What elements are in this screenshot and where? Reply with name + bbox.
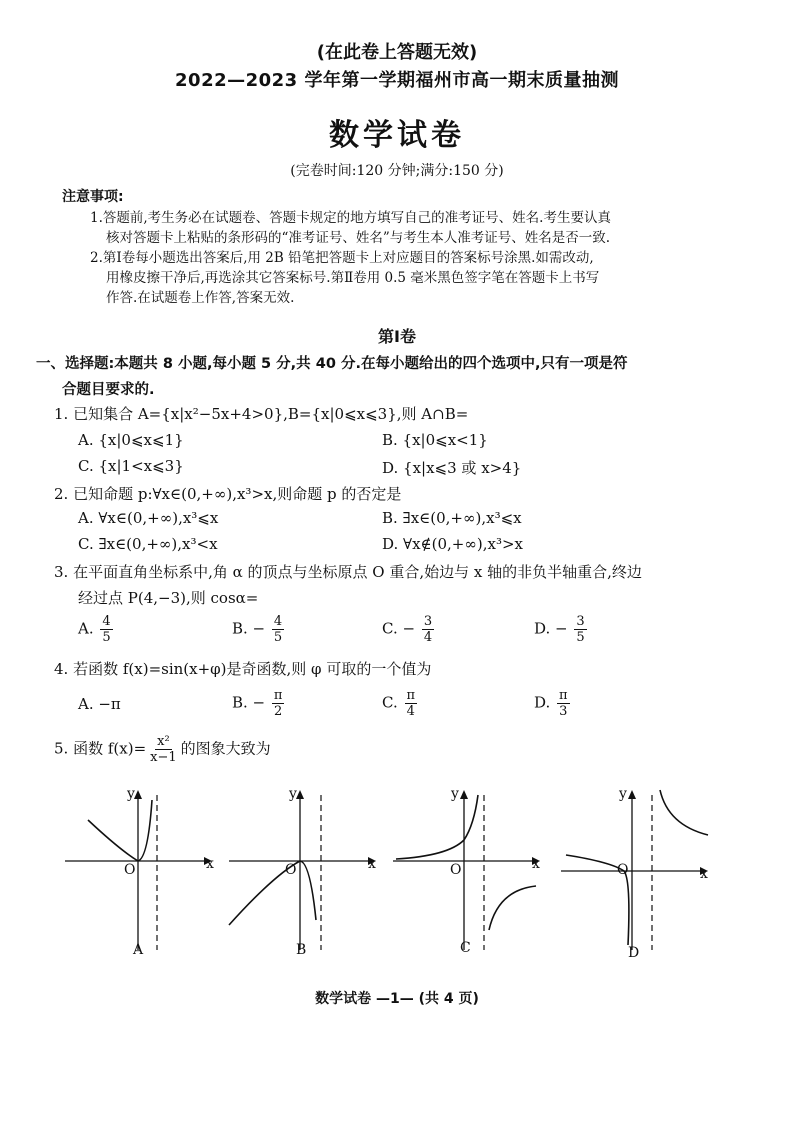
q5-stem-suffix: 的图象大致为: [180, 739, 271, 758]
q3-b-fraction: [272, 614, 284, 645]
q3-option-b: [232, 614, 286, 645]
graph-c-label: C: [460, 940, 471, 956]
graph-d-y-label: y: [619, 786, 627, 802]
q5-stem: [54, 734, 271, 765]
page-footer: 数学试卷 —1— (共 4 页): [315, 991, 479, 1007]
q3-b-prefix: B. −: [232, 619, 266, 638]
q3-c-num: 3: [423, 614, 433, 629]
q3-d-fraction: [574, 614, 586, 645]
graph-c-y-label: y: [451, 786, 459, 802]
q4-d-fraction: [557, 688, 570, 719]
q4-c-den: 4: [406, 704, 415, 719]
graph-a-label: A: [133, 942, 144, 958]
q4-d-num: π: [559, 688, 568, 703]
q3-option-d: [534, 614, 589, 645]
q4-b-num: π: [273, 688, 283, 703]
q2-option-b: B. ∃x∈(0,+∞),x³⩽x: [382, 509, 522, 527]
graph-a-y-label: y: [127, 786, 135, 802]
q5-graph-d: [556, 780, 716, 970]
q4-b-den: 2: [274, 704, 283, 719]
notice-item2-line2: 用橡皮擦干净后,再选涂其它答案标号.第Ⅱ卷用 0.5 毫米黑色签字笔在答题卡上书写: [106, 270, 600, 286]
q1-option-b: B. {x|0⩽x<1}: [382, 431, 488, 449]
q4-b-prefix: B. −: [232, 693, 266, 712]
graph-c-origin-label: O: [450, 862, 462, 878]
graph-a-x-label: x: [206, 856, 214, 872]
section-intro-line1: 一、选择题:本题共 8 小题,每小题 5 分,共 40 分.在每小题给出的四个选项中,只有一项是符: [36, 356, 628, 372]
notice-item2-line3: 作答.在试题卷上作答,答案无效.: [106, 290, 295, 306]
graph-c-x-label: x: [532, 856, 540, 872]
q4-option-c: [382, 688, 419, 719]
q1-option-c: C. {x|1<x⩽3}: [78, 457, 184, 475]
exam-title: 2022—2023 学年第一学期福州市高一期末质量抽测: [175, 70, 619, 91]
graph-b-y-label: y: [289, 786, 297, 802]
q4-b-fraction: [272, 688, 285, 719]
q1-stem: 1. 已知集合 A={x|x²−5x+4>0},B={x|0⩽x⩽3},则 A∩B=: [54, 405, 469, 423]
q3-b-num: 4: [273, 614, 283, 629]
q3-c-den: 4: [423, 630, 433, 645]
section-intro-line2: 合题目要求的.: [62, 382, 155, 398]
q3-a-den: 5: [102, 630, 111, 645]
q5-den: x−1: [150, 750, 177, 765]
q4-stem: 4. 若函数 f(x)=sin(x+φ)是奇函数,则 φ 可取的一个值为: [54, 660, 432, 678]
q3-a-fraction: [100, 614, 112, 645]
q3-d-prefix: D. −: [534, 619, 568, 638]
q3-stem-line1: 3. 在平面直角坐标系中,角 α 的顶点与坐标原点 O 重合,始边与 x 轴的非负半轴重合,终边: [54, 563, 642, 581]
q3-c-prefix: C. −: [382, 619, 416, 638]
graph-b-origin-label: O: [285, 862, 297, 878]
q5-stem-prefix: 5. 函数 f(x)=: [54, 739, 147, 758]
q3-d-den: 5: [576, 630, 585, 645]
time-score-note: (完卷时间:120 分钟;满分:150 分): [290, 163, 504, 179]
q4-c-num: π: [406, 688, 416, 703]
graph-b-x-label: x: [368, 856, 376, 872]
graph-d-origin-label: O: [617, 862, 629, 878]
graph-d-label: D: [628, 945, 640, 961]
q1-option-a: A. {x|0⩽x⩽1}: [78, 431, 184, 449]
graph-a-origin-label: O: [124, 862, 136, 878]
q3-option-a: [78, 614, 115, 645]
notice-item2-line1: 2.第Ⅰ卷每小题选出答案后,用 2B 铅笔把答题卡上对应题目的答案标号涂黑.如需改动,: [90, 250, 594, 266]
q4-option-b: [232, 688, 286, 719]
q5-fraction: [148, 734, 179, 765]
q3-a-num: 4: [102, 614, 111, 629]
q3-stem-line2: 经过点 P(4,−3),则 cosα=: [78, 589, 259, 607]
q2-option-c: C. ∃x∈(0,+∞),x³<x: [78, 535, 218, 553]
notice-item1-line1: 1.答题前,考生务必在试题卷、答题卡规定的地方填写自己的准考证号、姓名.考生要认真: [90, 210, 611, 226]
q4-c-fraction: [405, 688, 418, 719]
q3-c-fraction: [422, 614, 434, 645]
q4-d-den: 3: [559, 704, 568, 719]
q1-option-d: D. {x|x⩽3 或 x>4}: [382, 459, 522, 477]
q4-option-d: [534, 688, 572, 719]
q2-stem: 2. 已知命题 p:∀x∈(0,+∞),x³>x,则命题 p 的否定是: [54, 485, 402, 503]
q5-num: x²: [157, 734, 170, 749]
q3-d-num: 3: [576, 614, 585, 629]
notice-heading: 注意事项:: [62, 189, 124, 205]
notice-item1-line2: 核对答题卡上粘贴的条形码的“准考证号、姓名”与考生本人准考证号、姓名是否一致.: [106, 230, 611, 246]
q2-option-d: D. ∀x∉(0,+∞),x³>x: [382, 535, 523, 553]
q3-a-prefix: A.: [78, 619, 94, 638]
invalid-note: (在此卷上答题无效): [316, 42, 478, 63]
q3-option-c: [382, 614, 436, 645]
q4-c-prefix: C.: [382, 693, 398, 712]
q3-b-den: 5: [273, 630, 283, 645]
subject-title: 数学试卷: [329, 118, 465, 153]
section-title: 第Ⅰ卷: [378, 327, 416, 346]
q2-option-a: A. ∀x∈(0,+∞),x³⩽x: [78, 509, 219, 527]
graph-d-x-label: x: [700, 866, 708, 882]
q4-d-prefix: D.: [534, 693, 551, 712]
q4-option-a: A. −π: [78, 695, 121, 713]
graph-b-label: B: [296, 942, 307, 958]
